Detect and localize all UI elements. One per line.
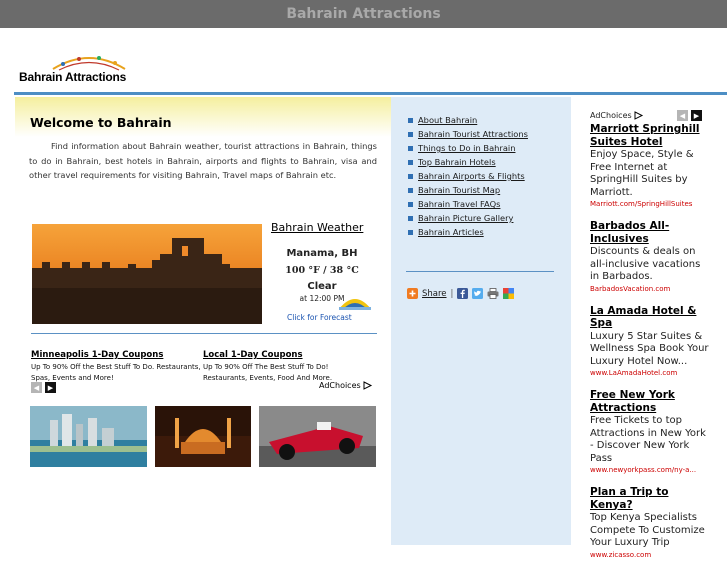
next-ad-button[interactable]: ▶ (45, 382, 56, 393)
adchoices-badge[interactable] (319, 381, 372, 390)
prev-ad-button[interactable]: ◀ (31, 382, 42, 393)
ad-title[interactable]: Free New York Attractions (590, 389, 675, 414)
adchoices-badge[interactable] (590, 111, 643, 120)
google-bookmark-icon[interactable] (503, 288, 514, 299)
site-logo[interactable] (19, 50, 149, 90)
ad-item[interactable] (590, 220, 710, 293)
nav-list (408, 113, 528, 239)
mosque-night-thumbnail[interactable] (155, 406, 251, 467)
nav-item-tourist-attractions[interactable]: Bahrain Tourist Attractions (408, 127, 528, 141)
nav-item-picture-gallery[interactable]: Bahrain Picture Gallery (408, 211, 528, 225)
ad-url[interactable]: www.LaAmadaHotel.com (590, 369, 678, 377)
weather-widget (267, 221, 377, 326)
next-ad-button[interactable]: ▶ (691, 110, 702, 121)
window-title: Bahrain Attractions (286, 6, 441, 22)
section-divider (31, 333, 377, 334)
forecast-link[interactable]: Click for Forecast (287, 313, 352, 322)
formula-one-thumbnail[interactable] (259, 406, 376, 467)
main-content (15, 97, 391, 545)
welcome-banner (15, 97, 391, 137)
window-title-bar (0, 0, 727, 28)
ad-description: Enjoy Space, Style & Free Internet at SpringHill Suites by Marriott. (590, 149, 694, 198)
logo-text: Bahrain Attractions (19, 70, 127, 84)
nav-item-airports-flights[interactable]: Bahrain Airports & Flights (408, 169, 528, 183)
coupon-title[interactable]: Minneapolis 1-Day Coupons (31, 350, 164, 360)
ad-url[interactable]: www.newyorkpass.com/ny-a... (590, 466, 697, 474)
weather-temperature: 100 °F / 38 °C (285, 265, 359, 276)
ad-item[interactable] (590, 123, 710, 208)
nav-item-things-to-do[interactable]: Things to Do in Bahrain (408, 141, 528, 155)
adchoices-label: AdChoices (319, 381, 361, 390)
twitter-icon[interactable] (472, 288, 483, 299)
coupon-description: Up To 90% Off the Best Stuff To Do. Restaurants, Spas, Events and More! (31, 363, 201, 382)
ad-title[interactable]: Barbados All-Inclusives (590, 220, 670, 245)
weather-title-link[interactable]: Bahrain Weather (271, 221, 364, 234)
page-frame (6, 28, 727, 559)
ads-sidebar (571, 97, 727, 559)
ad-list (590, 123, 710, 571)
page-title: Welcome to Bahrain (30, 115, 172, 130)
ad-description: Free Tickets to top Attractions in New York - Discover New York Pass (590, 415, 706, 464)
ad-url[interactable]: BarbadosVacation.com (590, 284, 671, 293)
ad-url[interactable]: www.zicasso.com (590, 550, 652, 559)
intro-paragraph: Find information about Bahrain weather, tourist attractions in Bahrain, things to do in Bahrain, best hotels in Bahrain, airports and flights to Bahrain, visa and other travel requirements for visiting Bahrain, Travel maps of Bahrain etc. (29, 141, 377, 181)
weather-city: Manama, BH (286, 248, 358, 259)
ad-item[interactable] (590, 389, 710, 474)
bahrain-city-thumbnail[interactable] (30, 406, 147, 467)
coupon-ad-1[interactable] (31, 350, 201, 384)
ad-description: Discounts & deals on all-inclusive vacations in Barbados. (590, 246, 701, 282)
bahrain-fort-image (32, 224, 262, 324)
facebook-icon[interactable] (457, 288, 468, 299)
weather-logo-icon (337, 293, 373, 311)
weather-condition: Clear (307, 281, 337, 292)
nav-item-articles[interactable]: Bahrain Articles (408, 225, 528, 239)
share-bar (407, 288, 514, 299)
adchoices-icon (363, 381, 372, 390)
ad-title[interactable]: Plan a Trip to Kenya? (590, 486, 669, 511)
share-button[interactable]: Share (422, 288, 447, 299)
print-icon[interactable] (487, 288, 499, 299)
coupon-ad-2[interactable] (203, 350, 373, 384)
nav-item-hotels[interactable]: Top Bahrain Hotels (408, 155, 528, 169)
ads-pager (677, 110, 702, 121)
adchoices-icon (634, 111, 643, 120)
ad-url[interactable]: Marriott.com/SpringHillSuites (590, 200, 693, 208)
ad-description: Luxury 5 Star Suites & Wellness Spa Book Your Luxury Hotel Now... (590, 330, 709, 367)
ad-item[interactable] (590, 305, 710, 378)
weather-time: at 12:00 PM (299, 294, 345, 303)
nav-item-about[interactable]: About Bahrain (408, 113, 528, 127)
coupon-description: Up To 90% Off The Best Stuff To Do! Restaurants, Events, Food And More. (203, 363, 333, 382)
ad-description: Top Kenya Specialists Compete To Customize Your Luxury Trip (590, 512, 705, 548)
fort-photo (32, 224, 262, 324)
ad-title[interactable]: Marriott Springhill Suites Hotel (590, 123, 700, 148)
nav-divider (406, 271, 554, 272)
nav-item-travel-faqs[interactable]: Bahrain Travel FAQs (408, 197, 528, 211)
adchoices-label: AdChoices (590, 111, 632, 120)
sidebar-nav (391, 97, 571, 545)
header-divider (14, 92, 727, 95)
ad-title[interactable]: La Amada Hotel & Spa (590, 304, 697, 329)
prev-ad-button[interactable]: ◀ (677, 110, 688, 121)
ad-item[interactable] (590, 486, 710, 559)
coupon-title[interactable]: Local 1-Day Coupons (203, 350, 303, 360)
share-separator: | (450, 288, 454, 299)
ad-pager (31, 382, 56, 393)
share-plus-icon[interactable] (407, 288, 418, 299)
nav-item-tourist-map[interactable]: Bahrain Tourist Map (408, 183, 528, 197)
